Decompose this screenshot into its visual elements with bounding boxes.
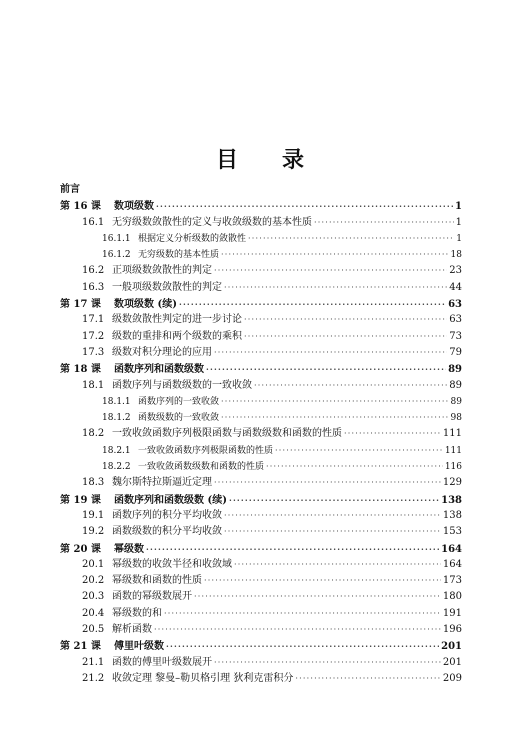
- toc-entry-number: 20.2: [82, 575, 105, 587]
- toc-entry-title: 函数级数的一致收敛: [138, 413, 220, 424]
- toc-entry-number: 20.4: [82, 607, 105, 619]
- toc-entry[interactable]: [60, 459, 462, 475]
- toc-page-number: 1: [455, 216, 462, 228]
- toc-leader-dots: [254, 378, 447, 394]
- toc-entry-title: 幂级数的和: [112, 607, 162, 619]
- toc-entry-number: 16.3: [82, 281, 105, 293]
- toc-entry-number: 16.2: [82, 265, 105, 277]
- toc-entry-number: 18.3: [82, 477, 105, 489]
- toc-leader-dots: [179, 296, 446, 312]
- toc-entry-title: 一致收敛函数级数和函数的性质: [138, 462, 265, 473]
- toc-entry-number: 19.2: [82, 526, 105, 538]
- toc-entry[interactable]: [60, 378, 462, 394]
- toc-entry-title: 函数级数的积分平均收敛: [112, 526, 222, 538]
- toc-leader-dots: [204, 573, 441, 589]
- toc-page-number: 129: [442, 477, 462, 489]
- toc-entry-number: 第 18 课: [60, 364, 101, 376]
- toc-leader-dots: [206, 361, 446, 377]
- toc-entry[interactable]: [60, 247, 462, 263]
- toc-leader-dots: [221, 247, 449, 263]
- toc-page-number: 164: [441, 543, 462, 555]
- toc-entry-number: 17.1: [82, 314, 105, 326]
- toc-entry[interactable]: [60, 622, 462, 638]
- toc-page-number: 89: [450, 396, 462, 407]
- toc-entry-number: 19.1: [82, 509, 105, 521]
- toc-entry-title: 一致收敛函数序列极限函数的性质: [138, 445, 274, 456]
- toc-entry-number: 18.2.2: [102, 462, 131, 473]
- toc-entry-number: 21.1: [82, 656, 105, 668]
- toc-entry-title: 数项级数 (续): [114, 299, 177, 311]
- toc-page-number: 138: [442, 509, 462, 521]
- toc-page-number: 63: [449, 314, 462, 326]
- toc-entry[interactable]: [60, 345, 462, 361]
- toc-entry[interactable]: [60, 541, 462, 557]
- page-title: [0, 143, 520, 174]
- toc-entry-number: 18.2.1: [102, 445, 131, 456]
- toc-entry[interactable]: [60, 589, 462, 605]
- toc-entry-title: 函数序列的一致收敛: [138, 396, 220, 407]
- toc-entry[interactable]: [60, 606, 462, 622]
- toc-entry[interactable]: [60, 231, 462, 247]
- toc-entry[interactable]: [60, 296, 462, 312]
- toc-leader-dots: [234, 557, 441, 573]
- toc-page-number: 138: [441, 494, 462, 506]
- toc-leader-dots: [221, 410, 449, 426]
- toc-page-number: 89: [448, 364, 462, 376]
- toc-entry[interactable]: [60, 443, 462, 459]
- toc-entry-title: 函数的幂级数展开: [112, 591, 192, 603]
- toc-page-number: 44: [449, 281, 462, 293]
- toc-page-number: 63: [448, 299, 462, 311]
- toc-entry[interactable]: [60, 508, 462, 524]
- toc-entry-title: 幂级数: [114, 543, 144, 555]
- toc-entry-number: 18.1.2: [102, 413, 131, 424]
- toc-entry-number: 17.2: [82, 330, 105, 342]
- toc-entry[interactable]: [60, 475, 462, 491]
- toc-leader-dots: [344, 426, 441, 442]
- toc-leader-dots: [224, 280, 447, 296]
- toc-entry-title: 解析函数: [112, 624, 152, 636]
- toc-entry[interactable]: [60, 329, 462, 345]
- toc-entry-number: 第 16 课: [60, 201, 101, 213]
- toc-leader-dots: [154, 622, 441, 638]
- toc-page-number: 73: [449, 330, 462, 342]
- toc-leader-dots: [295, 671, 441, 687]
- toc-page-number: 201: [441, 641, 462, 653]
- toc-entry-title: 幂级数和函数的性质: [112, 575, 202, 587]
- toc-leader-dots: [214, 655, 441, 671]
- toc-page-number: 180: [442, 591, 462, 603]
- toc-entry-number: 16.1.1: [102, 233, 131, 244]
- toc-leader-dots: [194, 589, 441, 605]
- toc-leader-dots: [248, 231, 454, 247]
- toc-entry-number: 18.2: [82, 428, 105, 440]
- toc-entry[interactable]: [60, 394, 462, 410]
- toc-entry-number: 20.3: [82, 591, 105, 603]
- toc-leader-dots: [221, 394, 449, 410]
- toc-entry-number: 第 19 课: [60, 494, 101, 506]
- toc-entry[interactable]: [60, 524, 462, 540]
- toc-page-number: 18: [450, 250, 462, 261]
- table-of-contents: [60, 182, 462, 687]
- toc-entry-title: 无穷级数的基本性质: [138, 250, 220, 261]
- toc-page-number: 201: [442, 656, 462, 668]
- toc-leader-dots: [166, 638, 439, 654]
- toc-page-number: 209: [442, 672, 462, 684]
- toc-entry-number: 第 17 课: [60, 299, 101, 311]
- toc-leader-dots: [214, 263, 447, 279]
- toc-page-number: 98: [450, 413, 462, 424]
- toc-leader-dots: [146, 541, 439, 557]
- toc-page-number: 153: [442, 526, 462, 538]
- toc-entry[interactable]: [60, 263, 462, 279]
- toc-entry[interactable]: [60, 361, 462, 377]
- toc-page-number: 191: [442, 607, 462, 619]
- toc-leader-dots: [214, 345, 447, 361]
- toc-leader-dots: [224, 508, 441, 524]
- title-char-right: 录: [282, 147, 305, 173]
- toc-entry[interactable]: [60, 215, 462, 231]
- toc-entry-title: 函数序列与函数级数的一致收敛: [112, 379, 252, 391]
- toc-page-number: 111: [444, 445, 462, 456]
- toc-entry[interactable]: [60, 426, 462, 442]
- toc-entry-number: 20.1: [82, 558, 105, 570]
- toc-entry-number: 20.5: [82, 624, 105, 636]
- toc-leader-dots: [266, 459, 443, 475]
- toc-entry-title: 函数序列的积分平均收敛: [112, 509, 222, 521]
- toc-page-number: 89: [449, 379, 462, 391]
- toc-entry-title: 魏尔斯特拉斯逼近定理: [112, 477, 212, 489]
- toc-entry-number: 第 20 课: [60, 543, 101, 555]
- toc-entry-title: 正项级数敛散性的判定: [112, 265, 212, 277]
- toc-entry-title: 函数序列和函数级数 (续): [114, 494, 227, 506]
- toc-leader-dots: [224, 524, 441, 540]
- toc-entry-title: 前言: [60, 184, 80, 195]
- toc-leader-dots: [244, 312, 447, 328]
- toc-page-number: 1: [456, 233, 462, 244]
- toc-leader-dots: [156, 198, 453, 214]
- toc-leader-dots: [244, 329, 447, 345]
- toc-leader-dots: [229, 492, 439, 508]
- toc-entry[interactable]: [60, 573, 462, 589]
- toc-entry-title: 傅里叶级数: [114, 641, 164, 653]
- toc-entry-title: 数项级数: [114, 201, 154, 213]
- toc-entry[interactable]: [60, 557, 462, 573]
- toc-entry[interactable]: [60, 280, 462, 296]
- toc-entry-title: 函数的傅里叶级数展开: [112, 656, 212, 668]
- toc-page-number: 173: [442, 575, 462, 587]
- toc-page-number: 23: [449, 265, 462, 277]
- title-char-left: 目: [215, 147, 238, 173]
- toc-entry[interactable]: [60, 312, 462, 328]
- toc-entry-number: 16.1.2: [102, 250, 131, 261]
- toc-leader-dots: [214, 475, 441, 491]
- toc-page-number: 1: [455, 201, 462, 213]
- toc-entry[interactable]: [60, 182, 462, 198]
- toc-page-number: 111: [442, 428, 462, 440]
- toc-entry-title: 级数对积分理论的应用: [112, 346, 212, 358]
- toc-entry-title: 收敛定理 黎曼–勒贝格引理 狄利克雷积分: [112, 672, 294, 684]
- toc-page-number: 79: [449, 346, 462, 358]
- toc-entry-title: 级数的重排和两个级数的乘积: [112, 330, 242, 342]
- toc-page-number: 164: [442, 558, 462, 570]
- toc-entry-number: 18.1.1: [102, 396, 131, 407]
- toc-entry-number: 16.1: [82, 216, 105, 228]
- toc-entry-title: 无穷级数敛散性的定义与收敛级数的基本性质: [112, 216, 312, 228]
- toc-entry[interactable]: [60, 198, 462, 214]
- toc-page-number: 196: [442, 624, 462, 636]
- toc-entry-title: 函数序列和函数级数: [114, 364, 204, 376]
- toc-entry[interactable]: [60, 492, 462, 508]
- toc-leader-dots: [164, 606, 441, 622]
- toc-entry[interactable]: [60, 671, 462, 687]
- toc-entry-number: 21.2: [82, 672, 105, 684]
- toc-entry-number: 第 21 课: [60, 641, 101, 653]
- toc-entry[interactable]: [60, 410, 462, 426]
- toc-entry[interactable]: [60, 655, 462, 671]
- toc-leader-dots: [314, 215, 454, 231]
- toc-entry-title: 幂级数的收敛半径和收敛域: [112, 558, 232, 570]
- toc-entry-title: 级数敛散性判定的进一步讨论: [112, 314, 242, 326]
- toc-entry-title: 一致收敛函数序列极限函数与函数级数和函数的性质: [112, 428, 342, 440]
- toc-entry[interactable]: [60, 638, 462, 654]
- toc-entry-number: 17.3: [82, 346, 105, 358]
- toc-entry-number: 18.1: [82, 379, 105, 391]
- toc-page-number: 116: [444, 462, 462, 473]
- toc-leader-dots: [275, 443, 443, 459]
- toc-entry-title: 一般项级数敛散性的判定: [112, 281, 222, 293]
- toc-entry-title: 根据定义分析级数的敛散性: [138, 233, 247, 244]
